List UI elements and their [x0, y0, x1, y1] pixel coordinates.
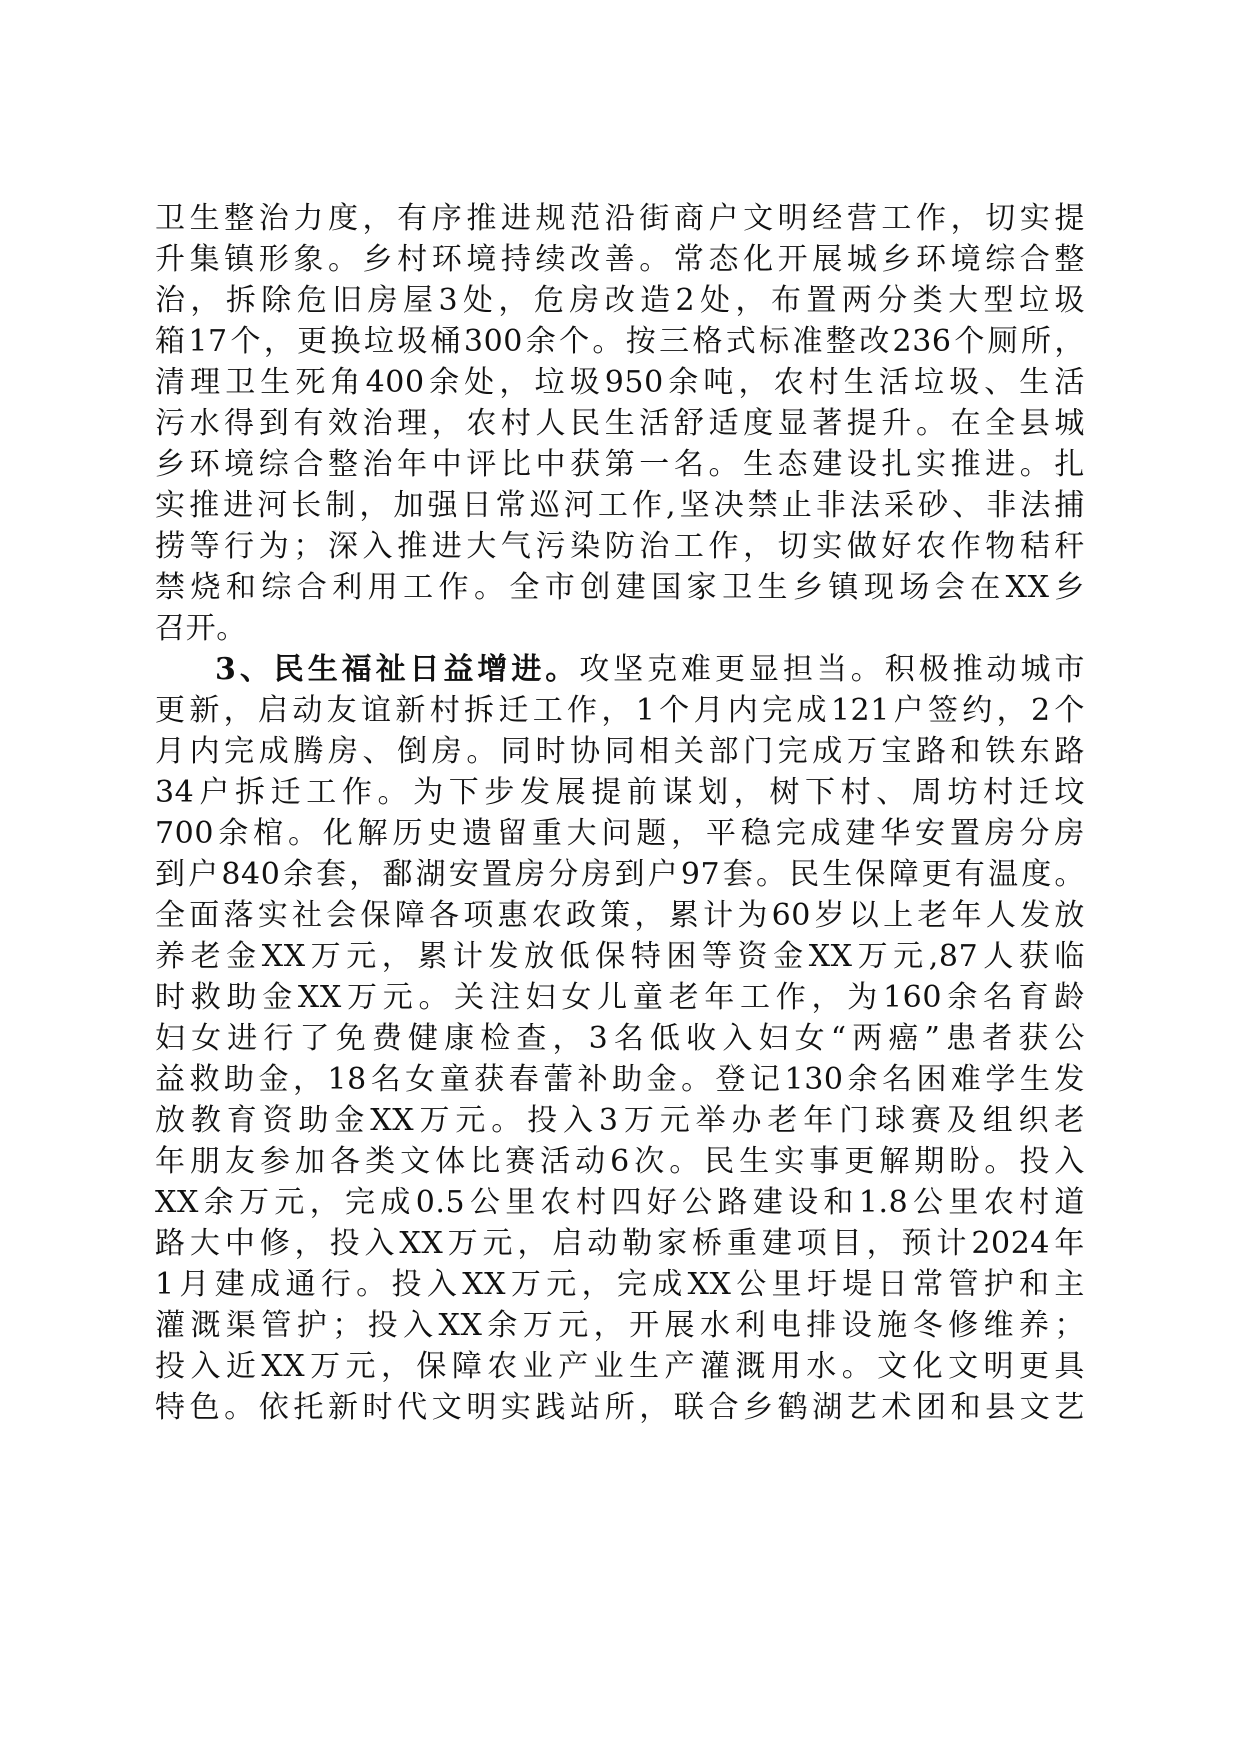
paragraph-line: 700余棺。化解历史遗留重大问题，平稳完成建华安置房分房	[155, 816, 1085, 851]
paragraph-last-line: 召开。	[155, 611, 247, 646]
paragraph-line: 益救助金，18名女童获春蕾补助金。登记130余名困难学生发	[155, 1062, 1085, 1097]
paragraph-line: 养老金XX万元，累计发放低保特困等资金XX万元,87人获临	[155, 939, 1085, 974]
paragraph-line: 污水得到有效治理，农村人民生活舒适度显著提升。在全县城	[155, 406, 1085, 441]
paragraph-line: 放教育资助金XX万元。投入3万元举办老年门球赛及组织老	[155, 1103, 1085, 1138]
paragraph-line: 到户840余套，鄱湖安置房分房到户97套。民生保障更有温度。	[155, 857, 1085, 892]
paragraph-line: 全面落实社会保障各项惠农政策，累计为60岁以上老年人发放	[155, 898, 1085, 933]
section-3-heading: 3、民生福祉日益增进。	[215, 652, 580, 687]
paragraph-line: 月内完成腾房、倒房。同时协同相关部门完成万宝路和铁东路	[155, 734, 1085, 769]
section-3-first-line	[155, 649, 1085, 690]
paragraph-line: 1月建成通行。投入XX万元，完成XX公里圩堤日常管护和主	[155, 1267, 1085, 1302]
section-3-first-line-text: 攻坚克难更显担当。积极推动城市	[579, 652, 1086, 687]
paragraph-line: 治，拆除危旧房屋3处，危房改造2处，布置两分类大型垃圾	[155, 283, 1085, 318]
paragraph-line: 箱17个，更换垃圾桶300余个。按三格式标准整改236个厕所，	[155, 324, 1085, 359]
paragraph-line: XX余万元，完成0.5公里农村四好公路建设和1.8公里农村道	[155, 1185, 1085, 1220]
paragraph-line: 升集镇形象。乡村环境持续改善。常态化开展城乡环境综合整	[155, 242, 1085, 277]
paragraph-line: 年朋友参加各类文体比赛活动6次。民生实事更解期盼。投入	[155, 1144, 1085, 1179]
paragraph-line: 投入近XX万元，保障农业产业生产灌溉用水。文化文明更具	[155, 1349, 1085, 1384]
paragraph-line: 时救助金XX万元。关注妇女儿童老年工作，为160余名育龄	[155, 980, 1085, 1015]
paragraph-line: 34户拆迁工作。为下步发展提前谋划，树下村、周坊村迁坟	[155, 775, 1085, 810]
paragraph-line: 捞等行为；深入推进大气污染防治工作，切实做好农作物秸秆	[155, 529, 1085, 564]
paragraph-line: 特色。依托新时代文明实践站所，联合乡鹤湖艺术团和县文艺	[155, 1390, 1085, 1425]
paragraph-line: 路大中修，投入XX万元，启动勒家桥重建项目，预计2024年	[155, 1226, 1085, 1261]
paragraph-line: 清理卫生死角400余处，垃圾950余吨，农村生活垃圾、生活	[155, 365, 1085, 400]
paragraph-line: 妇女进行了免费健康检查，3名低收入妇女“两癌”患者获公	[155, 1021, 1085, 1056]
paragraph-line: 乡环境综合整治年中评比中获第一名。生态建设扎实推进。扎	[155, 447, 1085, 482]
paragraph-line: 禁烧和综合利用工作。全市创建国家卫生乡镇现场会在XX乡	[155, 570, 1085, 605]
document-body	[155, 198, 1085, 1428]
paragraph-line: 实推进河长制，加强日常巡河工作,坚决禁止非法采砂、非法捕	[155, 488, 1085, 523]
paragraph-line: 更新，启动友谊新村拆迁工作，1个月内完成121户签约，2个	[155, 693, 1085, 728]
paragraph-line: 灌溉渠管护；投入XX余万元，开展水利电排设施冬修维养；	[155, 1308, 1085, 1343]
paragraph-line: 卫生整治力度，有序推进规范沿街商户文明经营工作，切实提	[155, 201, 1085, 236]
